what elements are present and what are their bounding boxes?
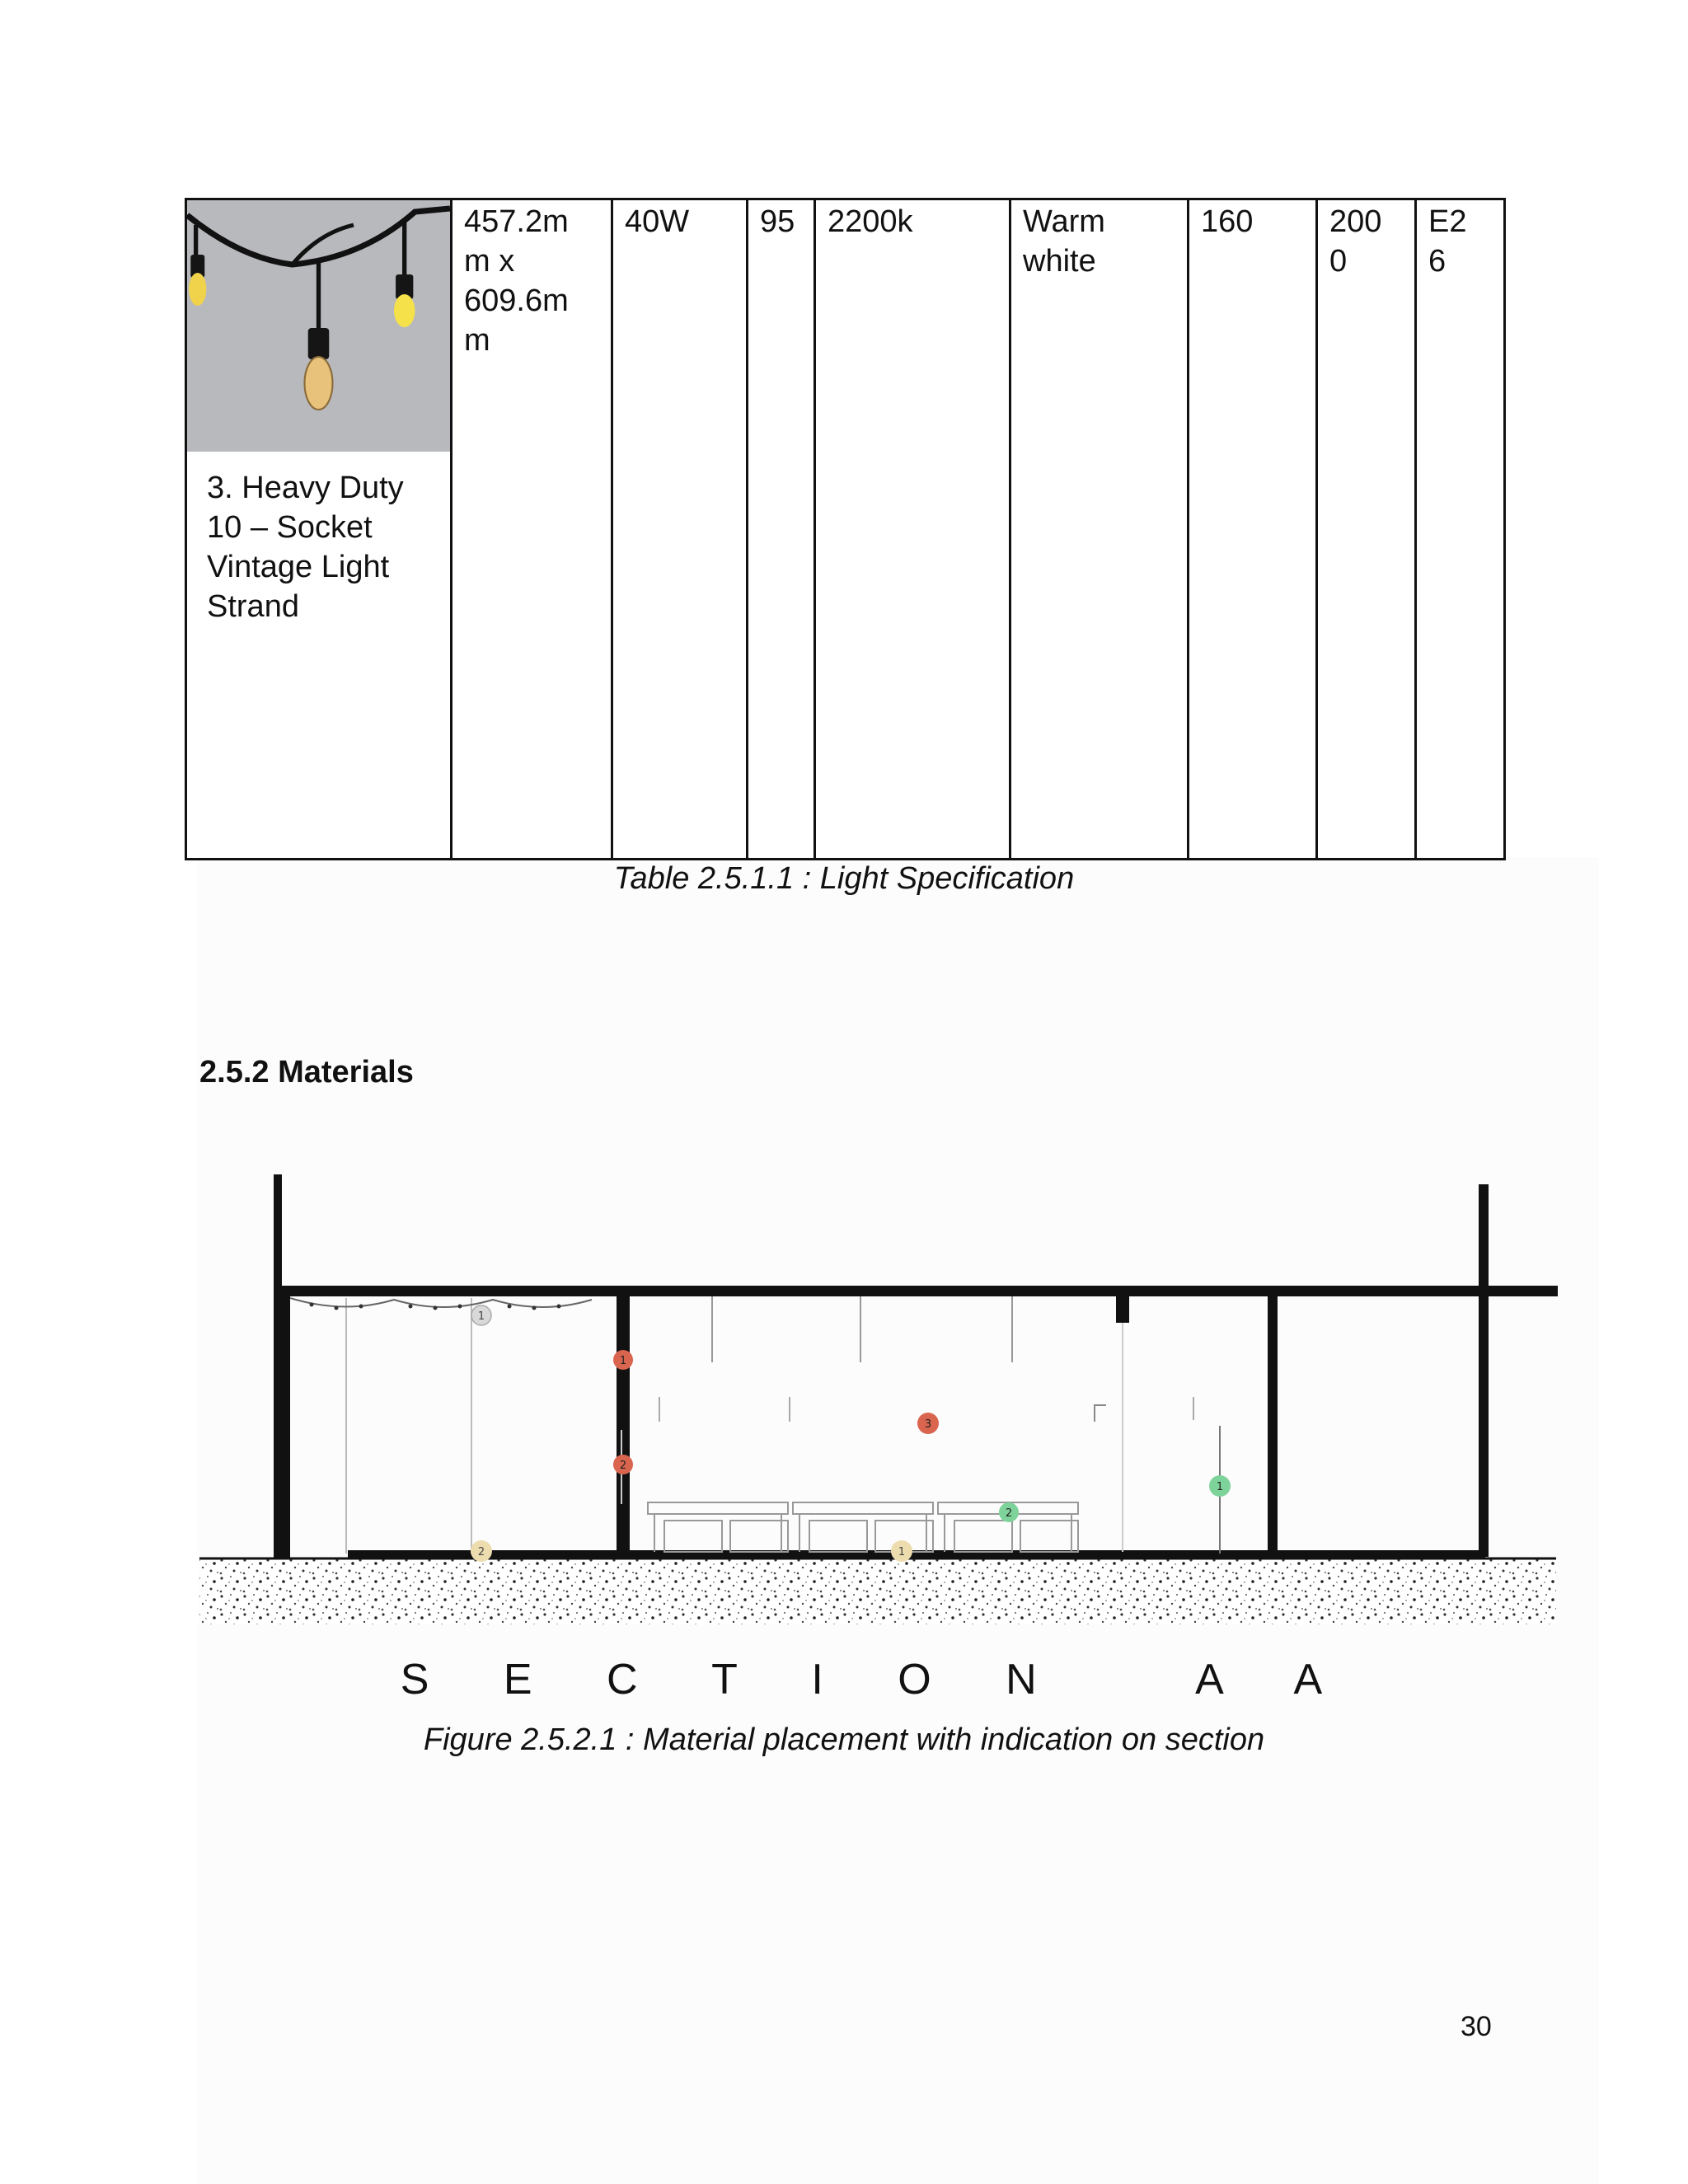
wattage-cell [612, 199, 748, 860]
base-value: E2 6 [1428, 204, 1467, 279]
marker-beige-1 [891, 1540, 912, 1562]
section-title: S E C T I O N A A [400, 1656, 1354, 1704]
cri-cell [748, 199, 815, 860]
svg-text:2: 2 [477, 1546, 485, 1558]
svg-text:3: 3 [924, 1418, 932, 1431]
svg-text:1: 1 [477, 1310, 485, 1323]
marker-red-1 [613, 1350, 633, 1370]
marker-green-2 [999, 1502, 1019, 1522]
value-2000: 200 0 [1329, 204, 1382, 279]
string-light-photo [187, 200, 450, 452]
lamp-name: 3. Heavy Duty 10 – Socket Vintage Light Strand [207, 471, 404, 624]
light-spec-table [185, 198, 1506, 860]
ground-hatch [199, 1558, 1556, 1624]
value-160-cell [1189, 199, 1317, 860]
figure-caption: Figure 2.5.2.1 : Material placement with indication on section [423, 1722, 1265, 1757]
wattage-value: 40W [625, 204, 690, 239]
light-color-cell [1010, 199, 1189, 860]
svg-text:2: 2 [1005, 1507, 1013, 1520]
value-160: 160 [1201, 204, 1254, 239]
marker-gray-1 [471, 1305, 491, 1325]
svg-text:1: 1 [1216, 1481, 1224, 1493]
page-number: 30 [1461, 2011, 1492, 2042]
section-aa-drawing [196, 1158, 1558, 1727]
svg-text:1: 1 [898, 1546, 906, 1558]
section-heading: 2.5.2 Materials [199, 1055, 414, 1090]
svg-text:2: 2 [619, 1460, 627, 1472]
dimensions-cell [452, 199, 612, 860]
light-color-value: Warm white [1023, 204, 1105, 279]
marker-beige-2 [471, 1540, 492, 1562]
table-caption: Table 2.5.1.1 : Light Specification [613, 861, 1075, 896]
lamp-cell [186, 199, 452, 860]
marker-green-1 [1209, 1475, 1231, 1497]
svg-text:1: 1 [619, 1355, 627, 1367]
marker-red-3 [917, 1413, 939, 1434]
marker-red-2 [613, 1455, 633, 1474]
table-row [186, 199, 1505, 860]
base-cell [1416, 199, 1505, 860]
cri-value: 95 [760, 204, 795, 239]
color-temperature-cell [815, 199, 1010, 860]
value-2000-cell [1317, 199, 1416, 860]
dimensions-value: 457.2m m x 609.6m m [464, 204, 569, 358]
color-temperature-value: 2200k [828, 204, 913, 239]
